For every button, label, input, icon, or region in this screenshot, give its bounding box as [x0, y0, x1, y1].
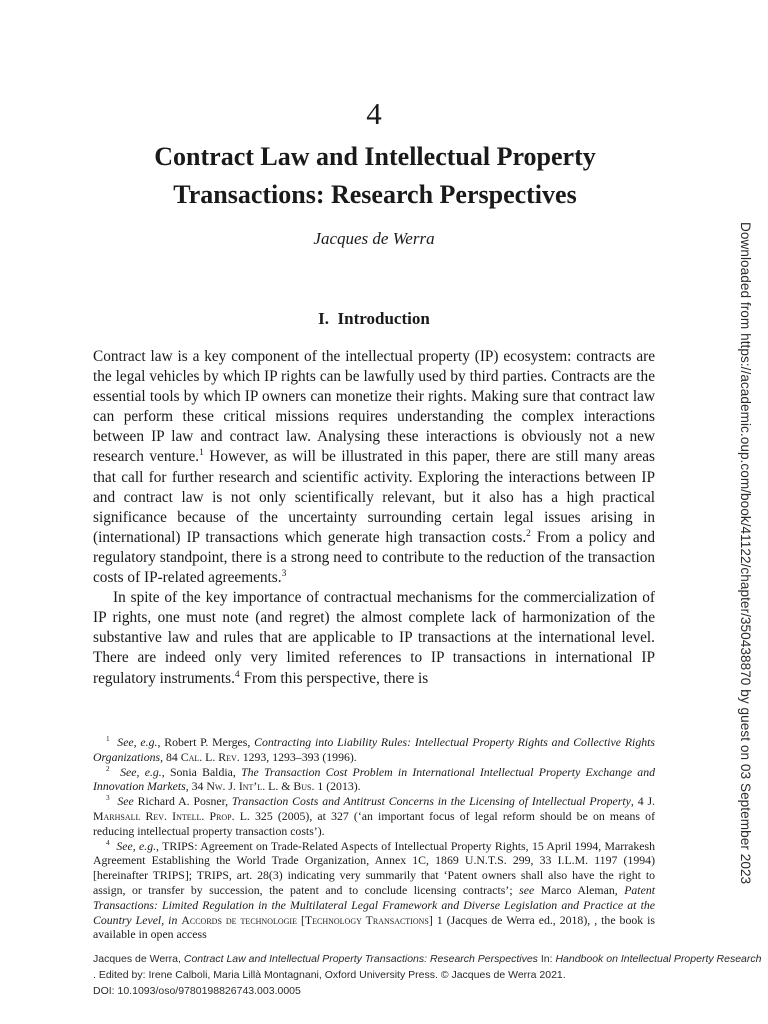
footnote-2-text-c: 1 (2013). [314, 779, 361, 794]
footnote-4-signal-2: see [519, 882, 535, 897]
section-heading-introduction: I. Introduction [318, 309, 430, 328]
footnote-1-text-c: 1293, 1293–393 (1996). [239, 749, 357, 764]
footnote-2-signal: See, e.g. [120, 764, 162, 779]
footnote-ref-3[interactable]: 3 [281, 568, 287, 579]
footnote-4-number: 4 [106, 837, 110, 847]
paragraph-1-text-c: From a policy and regulatory standpoint, there is a strong need to contribute to the reduction of the transaction costs of IP-related agreements. [93, 528, 655, 587]
footnote-2-article-title: The Transaction Cost Problem in International Intellectual Property Exchange and Innovation Markets [93, 764, 655, 794]
footnote-4-book-title: Accords de technologie [Technology Transactions] [181, 912, 433, 927]
footnote-3-text-c: L. 325 (2005), at 327 (‘an important focus of legal reform should be on means of reducing intellectual property transaction costs’). [93, 808, 656, 838]
footnote-1 [93, 735, 655, 765]
footnote-4-text-a: , TRIPS: Agreement on Trade-Related Aspects of Intellectual Property Rights, 15 April 1994, Marrakesh Agreement Establishing the World Trade Organization, Annex 1C, 1869 U.N.T.S. 299, 33 I.L.M. 1197 (1994) [hereinafter TRIPS]; TRIPS, art. 28(3) indicating very summarily that ‘Patent owners shall also have the right to assign, or transfer by succession, the patent and to conclude licensing contracts’; [93, 838, 655, 897]
footnote-2-text-a: , Sonia Baldia, [161, 764, 242, 779]
footnote-3-signal: See [117, 794, 134, 809]
footnote-2-journal: Nw. J. Int’l. L. & Bus. [206, 779, 315, 794]
footnote-3-article-title: Transaction Costs and Antitrust Concerns in the Licensing of Intellectual Property [231, 794, 631, 809]
footnote-2-text-b: , 34 [185, 779, 207, 794]
body-text [93, 347, 655, 689]
paragraph-1 [93, 347, 655, 588]
footnote-4 [93, 839, 655, 943]
chapter-title-line-1: Contract Law and Intellectual Property [154, 142, 596, 171]
footnote-4-text-c: , [161, 912, 169, 927]
chapter-number: 4 [366, 96, 382, 131]
footnote-1-article-title: Contracting into Liability Rules: Intellectual Property Rights and Collective Rights Organizations [93, 735, 655, 764]
footnote-4-in: in [168, 912, 178, 927]
footnote-3-number: 3 [106, 793, 110, 803]
paragraph-1-text-a: Contract law is a key component of the intellectual property (IP) ecosystem: contracts are the legal vehicles by which IP rights can be lawfully used by third parties. Contracts are the essential tools by which IP owners can monetize their rights. Making sure that contract law can perform these critical missions requires understanding the complex interactions between IP law and contract law. Analysing these interactions is obviously not a new research venture. [93, 348, 655, 466]
footnote-2 [93, 765, 655, 795]
paragraph-2-text-a: In spite of the key importance of contractual mechanisms for the commercialization of IP rights, one must note (and regret) the almost complete lack of harmonization of the substantive law and rules that are applicable to IP transactions at the international level. There are indeed only very limited references to IP transactions in international IP regulatory instruments. [93, 589, 655, 687]
chapter-title [100, 138, 650, 214]
footnote-1-text-a: , Robert P. Merges, [157, 735, 255, 749]
citation-line-1 [93, 951, 762, 967]
footnote-3-text-b: , 4 J. [630, 794, 655, 809]
paragraph-2-text-b: From this perspective, there is [239, 669, 429, 687]
footnote-ref-1[interactable]: 1 [199, 448, 204, 459]
download-stamp: Downloaded from https://academic.oup.com/book/41122/chapter/350438870 by guest on 03 September 2023 [738, 222, 753, 885]
footnote-2-number: 2 [106, 763, 110, 773]
footnote-ref-4[interactable]: 4 [234, 669, 240, 680]
footnote-3-journal: Marhsall Rev. Intell. Prop. [93, 808, 235, 823]
chapter-author: Jacques de Werra [313, 229, 435, 248]
paragraph-2 [93, 588, 655, 688]
citation-line-2: . Edited by: Irene Calboli, Maria Lillà Montagnani, Oxford University Press. © Jacques de Werra 2021. [93, 969, 566, 981]
footnotes [93, 735, 655, 942]
citation-doi[interactable]: DOI: 10.1093/oso/9780198826743.003.0005 [93, 985, 301, 997]
footnote-ref-2[interactable]: 2 [526, 528, 531, 539]
paragraph-1-text-b: However, as will be illustrated in this paper, there are still many areas that call for further research and scientific activity. Exploring the interactions between IP and contract law is not only scientifically relevant, but it also has a high practical significance because of the uncertainty surrounding certain legal issues arising in (international) IP transactions which generate high transaction costs. [93, 448, 656, 546]
citation-block [93, 951, 762, 999]
citation-author: Jacques de Werra, [93, 953, 184, 965]
footnote-3-text-a: Richard A. Posner, [133, 794, 232, 809]
citation-book-title: Handbook on Intellectual Property Research [555, 953, 762, 965]
citation-chapter-title: Contract Law and Intellectual Property Transactions: Research Perspectives [183, 953, 538, 965]
footnote-1-signal: See, e.g. [117, 735, 158, 749]
chapter-title-line-2: Transactions: Research Perspectives [173, 180, 577, 209]
footnote-3 [93, 794, 655, 838]
citation-in-label: In: [537, 953, 556, 965]
footnote-4-article-title: Patent Transactions: Limited Regulation in the Multilateral Legal Framework and Diverse Legislation and Practice at the Country Level [93, 882, 655, 927]
footnote-1-text-b: , 84 [160, 749, 181, 764]
footnote-4-text-b: Marco Aleman, [534, 882, 625, 897]
footnote-4-signal: See, e.g. [116, 838, 157, 853]
footnote-4-text-e: 1 (Jacques de Werra ed., 2018), , the book is available in open access [93, 912, 656, 942]
footnote-1-journal: Cal. L. Rev. [180, 749, 240, 764]
footnote-1-number: 1 [106, 734, 110, 744]
